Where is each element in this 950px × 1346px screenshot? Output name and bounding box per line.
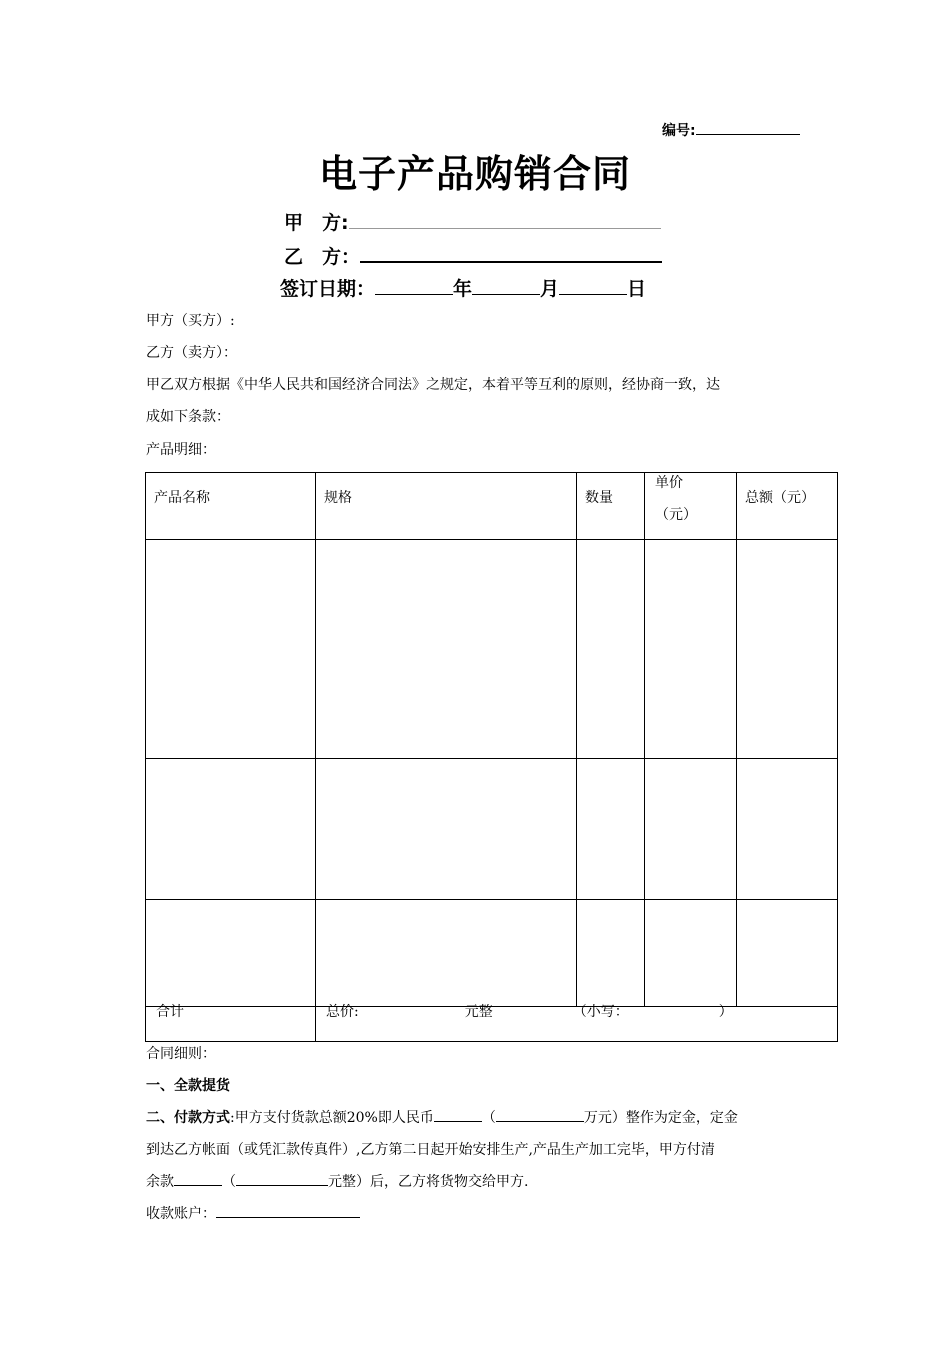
cell-unit-price[interactable] bbox=[645, 540, 737, 759]
header-unit-price bbox=[645, 473, 737, 540]
clause-2-text-b: （ bbox=[481, 1110, 496, 1126]
cell-total[interactable] bbox=[737, 540, 838, 759]
lowercase-close: ） bbox=[718, 1004, 733, 1020]
contract-number bbox=[662, 120, 800, 140]
cell-quantity[interactable] bbox=[577, 759, 645, 900]
cell-total[interactable] bbox=[737, 759, 838, 900]
terms-heading: 合同细则： bbox=[146, 1046, 216, 1062]
header-unit-price-label: 单价 bbox=[655, 475, 683, 491]
product-table bbox=[145, 472, 838, 1042]
clause-1: 一、全款提货 bbox=[146, 1078, 230, 1094]
cell-quantity[interactable] bbox=[577, 900, 645, 1007]
header-product-name: 产品名称 bbox=[146, 473, 316, 540]
total-price-label: 总价: bbox=[326, 1004, 359, 1020]
clause-2-line-3-c: 元整）后，乙方将货物交给甲方. bbox=[328, 1174, 529, 1190]
cell-spec[interactable] bbox=[316, 540, 577, 759]
sum-label-cell: 合计 bbox=[146, 1007, 316, 1042]
party-b-label: 乙 方： bbox=[284, 246, 361, 268]
party-b-blank[interactable] bbox=[360, 241, 662, 263]
buyer-line: 甲方（买方）: bbox=[146, 313, 235, 329]
party-a-line bbox=[284, 208, 661, 235]
clause-2-line-2: 到达乙方帐面（或凭汇款传真件）,乙方第二日起开始安排生产,产品生产加工完毕，甲方付清 bbox=[146, 1142, 715, 1158]
rmb-amount-blank[interactable] bbox=[434, 1107, 482, 1122]
table-header-row bbox=[146, 473, 838, 540]
seller-line: 乙方（卖方）： bbox=[146, 345, 237, 361]
clause-2-text-a: :甲方支付货款总额20%即人民币 bbox=[230, 1110, 434, 1126]
cell-quantity[interactable] bbox=[577, 540, 645, 759]
header-quantity: 数量 bbox=[577, 473, 645, 540]
header-unit-price-unit: （元） bbox=[655, 507, 697, 523]
year-blank[interactable] bbox=[375, 274, 453, 295]
contract-number-blank[interactable] bbox=[696, 120, 800, 135]
cell-total[interactable] bbox=[737, 900, 838, 1007]
table-row bbox=[146, 900, 838, 1007]
lowercase-label: （小写： bbox=[572, 1004, 629, 1020]
cell-unit-price[interactable] bbox=[645, 900, 737, 1007]
cell-product-name[interactable] bbox=[146, 759, 316, 900]
clause-2-line-3-b: （ bbox=[222, 1174, 236, 1190]
table-row bbox=[146, 759, 838, 900]
header-total: 总额（元） bbox=[737, 473, 838, 540]
cell-spec[interactable] bbox=[316, 759, 577, 900]
clause-2-label: 二、付款方式 bbox=[146, 1110, 230, 1126]
yuan-label: 元整 bbox=[464, 1004, 493, 1020]
clause-2-line-3 bbox=[146, 1171, 528, 1191]
cell-unit-price[interactable] bbox=[645, 759, 737, 900]
clause-2-line-3-a: 余款 bbox=[146, 1174, 174, 1190]
month-blank[interactable] bbox=[472, 274, 540, 295]
preamble-line-1: 甲乙双方根据《中华人民共和国经济合同法》之规定，本着平等互利的原则，经协商一致，达 bbox=[146, 377, 720, 393]
sign-date-label: 签订日期： bbox=[280, 278, 376, 300]
cell-spec[interactable] bbox=[316, 900, 577, 1007]
page-title: 电子产品购销合同 bbox=[318, 152, 631, 196]
cell-product-name[interactable] bbox=[146, 900, 316, 1007]
table-row bbox=[146, 540, 838, 759]
balance-blank[interactable] bbox=[174, 1171, 222, 1186]
account-line bbox=[146, 1203, 360, 1223]
balance-yuan-blank[interactable] bbox=[236, 1171, 328, 1186]
product-detail-heading: 产品明细： bbox=[146, 442, 216, 458]
header-spec: 规格 bbox=[316, 473, 577, 540]
month-label: 月 bbox=[540, 278, 560, 300]
contract-number-label: 编号: bbox=[662, 123, 696, 139]
clause-2-line-1 bbox=[146, 1107, 738, 1127]
clause-2-text-c: 万元）整作为定金，定金 bbox=[583, 1110, 738, 1126]
table-sum-row bbox=[146, 1007, 838, 1042]
preamble-line-2: 成如下条款： bbox=[146, 409, 230, 425]
day-label: 日 bbox=[627, 278, 647, 300]
day-blank[interactable] bbox=[559, 274, 627, 295]
year-label: 年 bbox=[453, 278, 473, 300]
party-b-line bbox=[284, 241, 662, 269]
wan-amount-blank[interactable] bbox=[496, 1107, 584, 1122]
sign-date-line bbox=[280, 274, 646, 301]
sum-value-cell[interactable] bbox=[316, 1004, 838, 1042]
party-a-blank[interactable] bbox=[349, 208, 661, 229]
account-label: 收款账户： bbox=[146, 1206, 216, 1222]
account-blank[interactable] bbox=[216, 1203, 360, 1218]
party-a-label: 甲 方: bbox=[284, 212, 349, 234]
cell-product-name[interactable] bbox=[146, 540, 316, 759]
